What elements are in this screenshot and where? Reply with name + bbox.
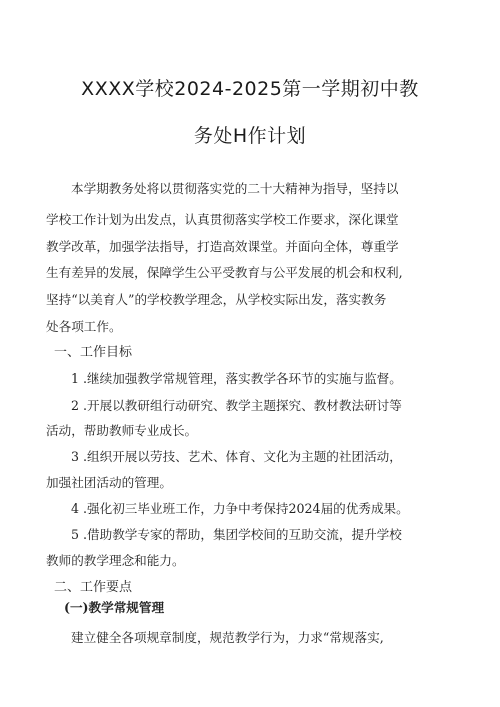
- paragraph-last-line: 建立健全各项规章制度，规范教学行为，力求“常规落实,: [71, 630, 384, 645]
- section-2-heading: 二、工作要点: [54, 580, 133, 595]
- goal-3-line-1: 3 .组织开展以劳技、艺术、体育、文化为主题的社团活动，: [71, 449, 402, 464]
- goal-2-line-1: 2 .开展以教研组行动研究、教学主题探究、教材教法研讨等: [71, 398, 402, 413]
- intro-line-3: 教学改革，加强学法指导，打造高效课堂。并面向全体，尊重学: [46, 239, 399, 254]
- intro-line-5: 坚持“以美育人”的学校教学理念，从学校实际出发，落实教务: [46, 292, 387, 307]
- goal-3-line-2: 加强社团活动的管理。: [46, 475, 172, 490]
- intro-line-6: 处各项工作。: [46, 319, 122, 334]
- subsection-1-heading: (一)教学常规管理: [64, 600, 165, 615]
- intro-line-1: 本学期教务处将以贯彻落实党的二十大精神为指导，坚持以: [71, 181, 399, 196]
- goal-4: 4 .强化初三毕业班工作，力争中考保持2024届的优秀成果。: [71, 501, 409, 516]
- intro-line-4: 生有差异的发展，保障学生公平受教育与公平发展的机会和权利,: [46, 265, 403, 280]
- goal-1: 1 .继续加强教学常规管理，落实教学各环节的实施与监督。: [71, 371, 402, 386]
- goal-2-line-2: 活动，帮助教师专业成长。: [46, 423, 198, 438]
- document-title-line-2: 务处H作计划: [193, 125, 307, 147]
- goal-5-line-1: 5 .借助教学专家的帮助，集团学校间的互助交流，提升学校: [71, 527, 402, 542]
- section-1-heading: 一、工作目标: [54, 345, 133, 360]
- goal-5-line-2: 教师的教学理念和能力。: [46, 553, 185, 568]
- document-title-line-1: XXXX学校2024-2025第一学期初中教: [81, 78, 419, 100]
- intro-line-2: 学校工作计划为出发点，认真贯彻落实学校工作要求，深化课堂: [46, 212, 399, 227]
